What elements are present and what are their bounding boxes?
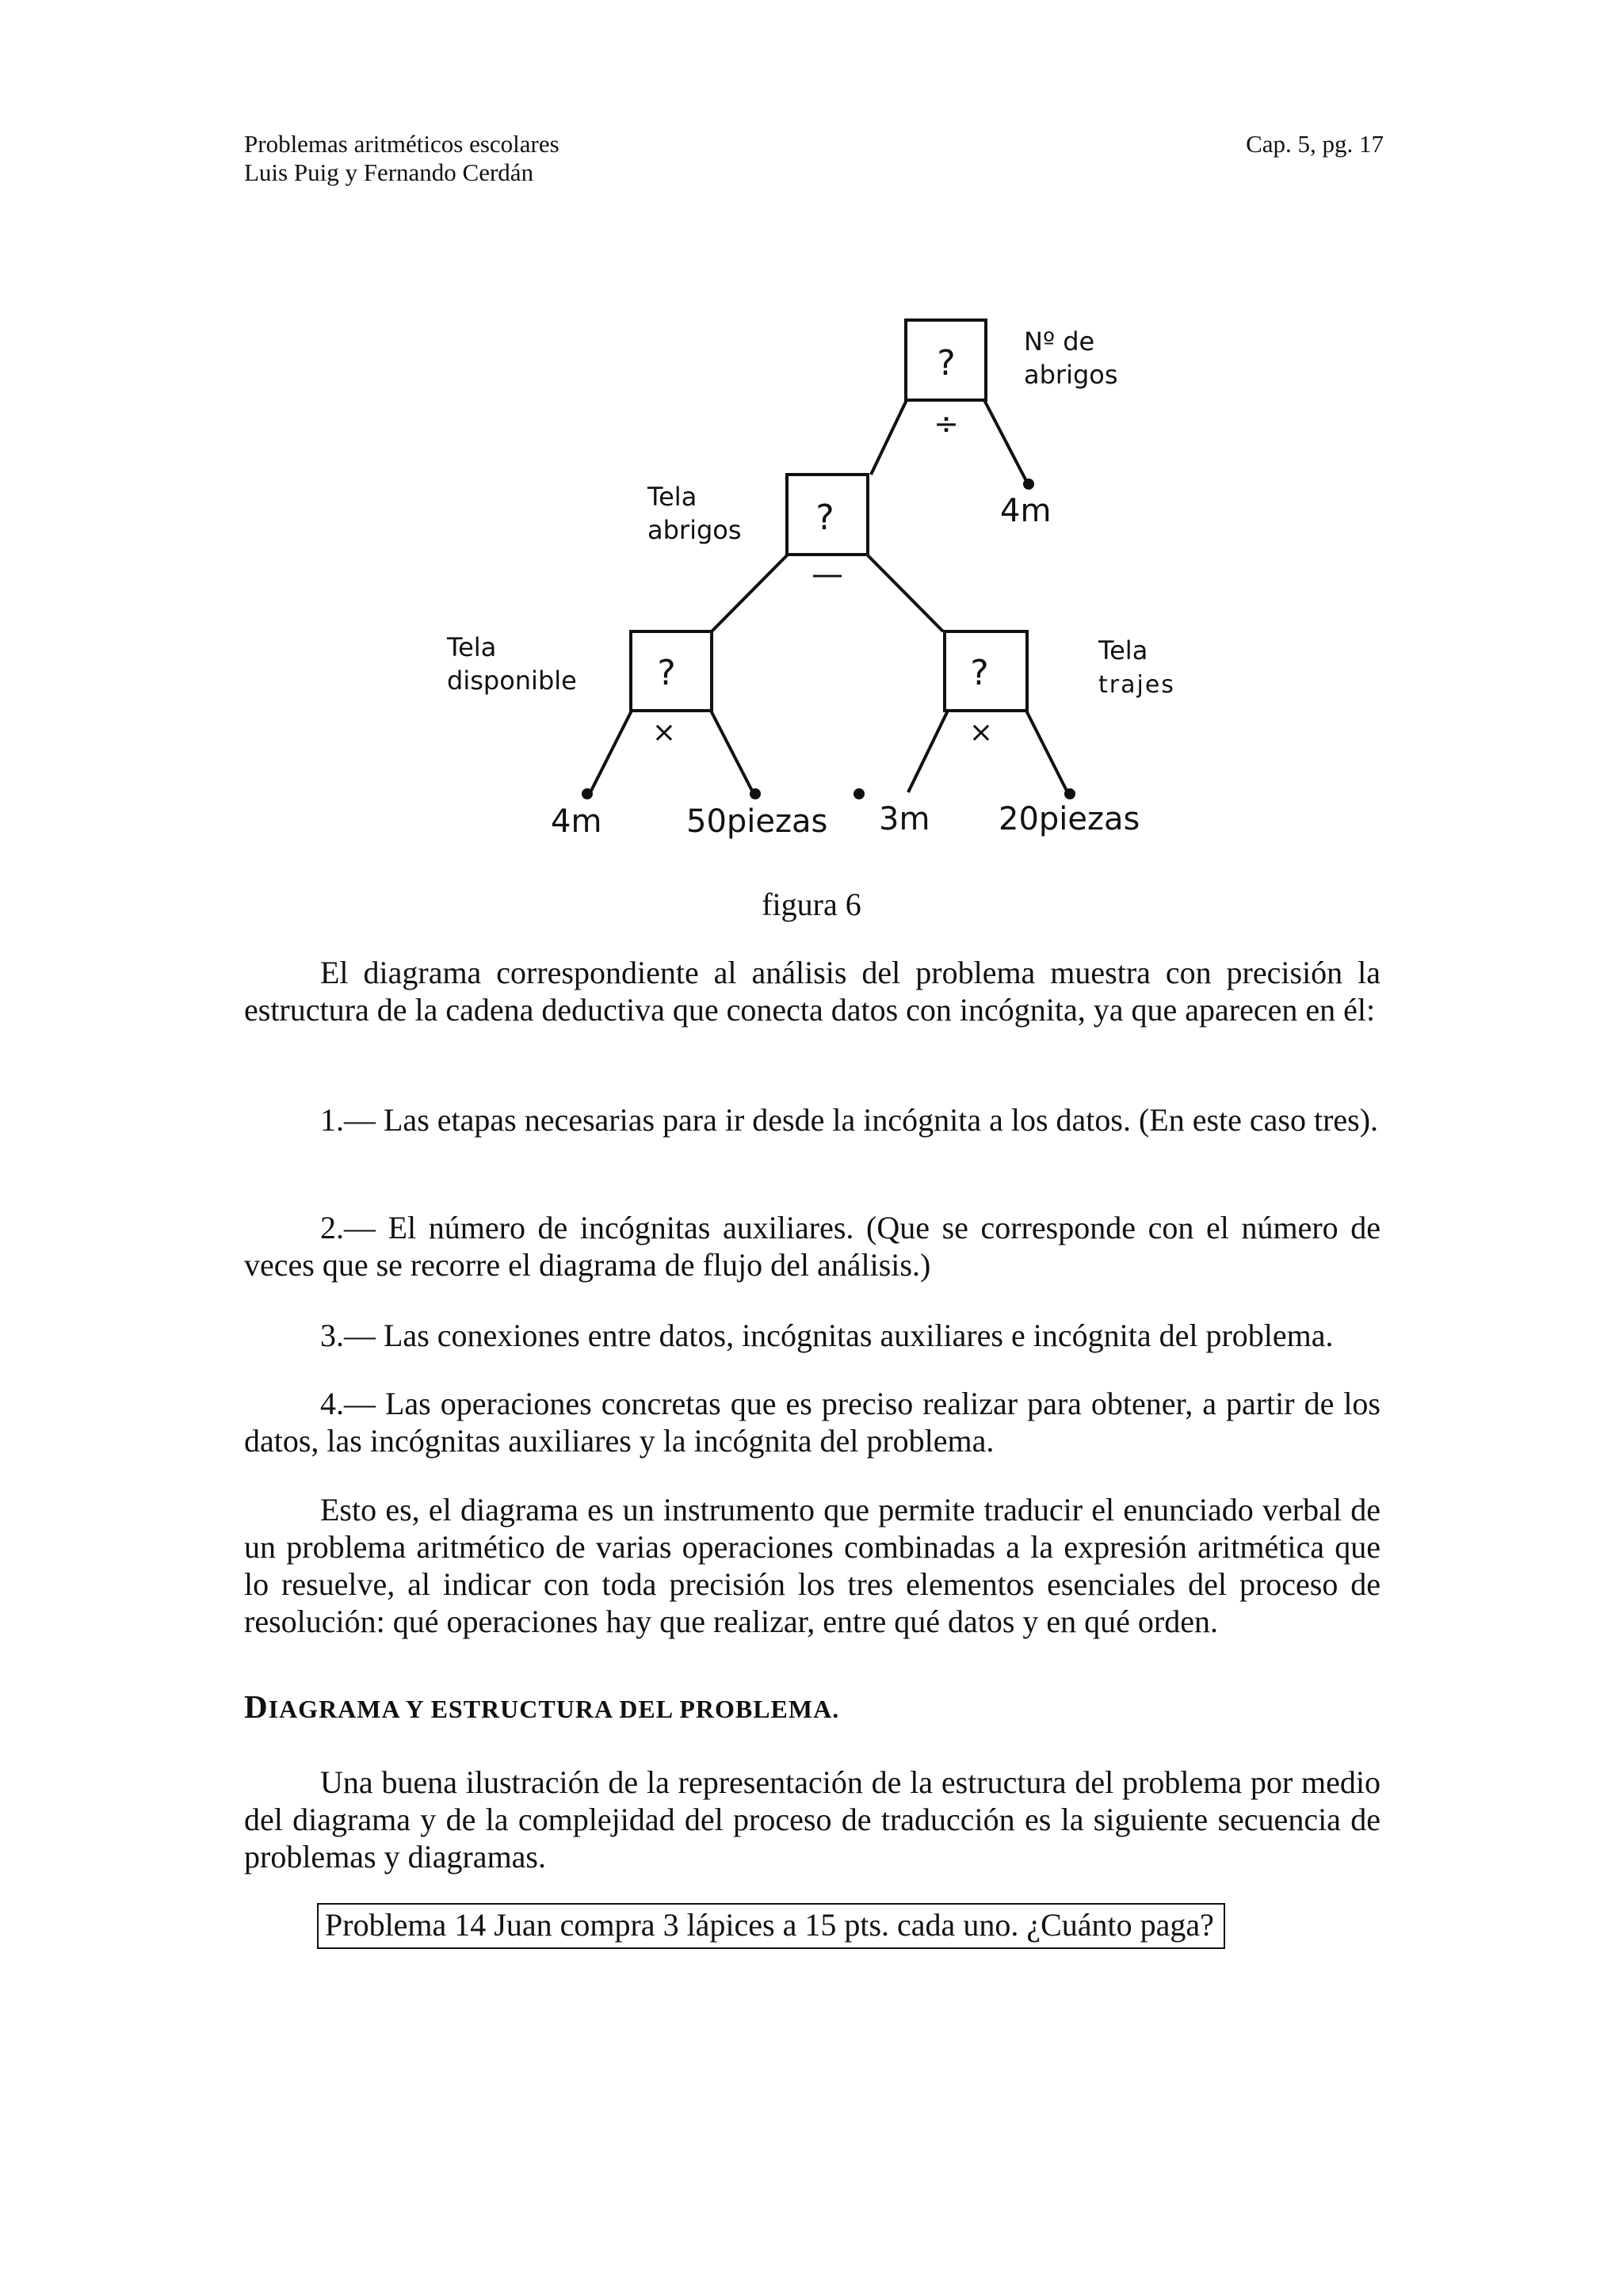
paragraph-conclusion: Esto es, el diagrama es un instrumento que permite traducir el enunciado verbal de un problema aritmético de varias operaciones combinadas a la expresión aritmética que lo resuelve, al indicar con toda precisión los tres elementos esenciales del proceso de resolución: qué operaciones hay que realizar, entre qué datos y en qué orden. [244, 1492, 1381, 1639]
leaf-right-b: 20piezas [999, 801, 1140, 837]
node-left-value: ? [657, 653, 676, 693]
paragraph-intro: El diagrama correspondiente al análisis del problema muestra con precisión la estructura de la cadena deductiva que conecta datos con incógnita, ya que aparecen en él: [244, 955, 1381, 1028]
node-left-label-2: disponible [447, 666, 577, 696]
leaf-left-a: 4m [551, 803, 602, 840]
list-item-1: 1.— Las etapas necesarias para ir desde la incógnita a los datos. (En este caso tres). [320, 1102, 1379, 1138]
leaf-dot-right-a [854, 788, 865, 799]
edge-right-b [1026, 711, 1067, 792]
book-title: Problemas aritméticos escolares [244, 130, 559, 158]
running-header-left [244, 130, 559, 187]
list-item-3: 3.— Las conexiones entre datos, incógnitas auxiliares e incógnita del problema. [320, 1318, 1334, 1353]
edge-right-a [908, 711, 948, 792]
list-item-2: 2.— El número de incógnitas auxiliares. (Que se corresponde con el número de veces que se recorre el diagrama de flujo del análisis.) [244, 1210, 1381, 1283]
leaf-dot-left-b [750, 788, 761, 799]
node-middle-label-2: abrigos [647, 515, 742, 545]
paragraph-illustration: Una buena ilustración de la representación de la estructura del problema por medio del diagrama y de la complejidad del proceso de traducción es la siguiente secuencia de problemas y diagramas. [244, 1764, 1381, 1875]
leaf-dot-right-b [1064, 788, 1075, 799]
node-left-operator: × [651, 716, 677, 749]
authors: Luis Puig y Fernando Cerdán [244, 158, 534, 186]
edge-middle-left [712, 555, 788, 631]
edge-top-middle [871, 400, 907, 475]
analysis-diagram [0, 301, 1623, 871]
edge-top-leaf [984, 400, 1026, 481]
edge-middle-right [867, 555, 943, 631]
node-middle-value: ? [815, 498, 834, 538]
list-item-4: 4.— Las operaciones concretas que es preciso realizar para obtener, a partir de los datos, las incógnitas auxiliares y la incógnita del problema. [244, 1386, 1381, 1459]
node-middle-label-1: Tela [647, 482, 697, 512]
node-left-label-1: Tela [447, 632, 497, 662]
leaf-top-right: 4m [1000, 493, 1052, 529]
leaf-right-a: 3m [879, 801, 930, 837]
section-title-initial: D [244, 1688, 269, 1725]
section-title [244, 1688, 839, 1726]
leaf-left-b: 50piezas [686, 803, 828, 840]
node-right-operator: × [968, 716, 994, 749]
node-top-label-1: Nº de [1024, 326, 1095, 357]
node-right-value: ? [970, 653, 989, 693]
node-right-label-1: Tela [1098, 635, 1148, 666]
problem-box: Problema 14 Juan compra 3 lápices a 15 pts. cada uno. ¿Cuánto paga? [317, 1903, 1225, 1949]
figure-caption: figura 6 [762, 887, 861, 922]
node-top-label-2: abrigos [1024, 360, 1118, 390]
node-right-label-2: trajes [1098, 671, 1175, 699]
chapter-page: Cap. 5, pg. 17 [1246, 130, 1384, 158]
leaf-dot-left-a [582, 788, 593, 799]
node-top-value: ? [937, 343, 956, 383]
edge-left-b [711, 711, 753, 792]
node-middle-operator: — [812, 556, 843, 593]
edge-left-a [590, 711, 632, 792]
node-top-operator: ÷ [934, 406, 959, 441]
section-title-rest: IAGRAMA Y ESTRUCTURA DEL PROBLEMA. [268, 1695, 840, 1723]
leaf-dot-top [1023, 479, 1034, 490]
